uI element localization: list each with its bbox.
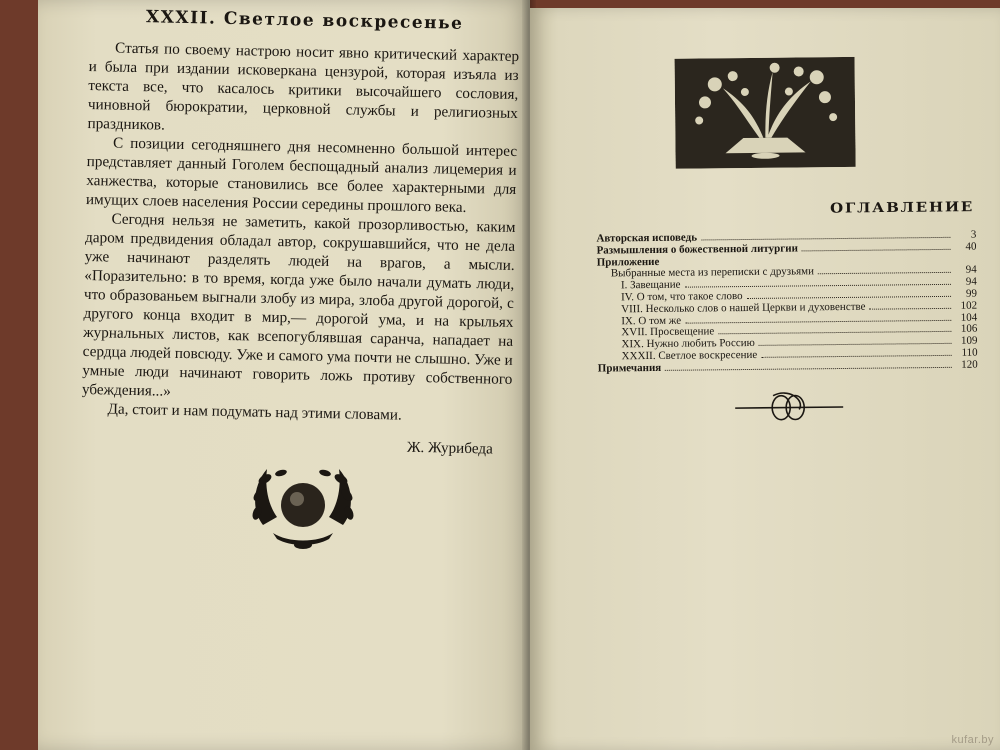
toc-entry-page: 3 xyxy=(970,228,977,241)
toc-entry-page: 94 xyxy=(965,275,977,288)
toc-entry-page: 40 xyxy=(965,240,977,253)
watermark: kufar.by xyxy=(951,734,994,746)
toc-entry-page: 94 xyxy=(965,263,977,277)
paragraph-1: Статья по своему настрою носит явно критический характер и была при издании исковеркана цензурой, которая изъяла из текста все, что касалось критики высочайшего сословия, чиновной бюрократии, церковной службы и религиозных праздников. xyxy=(87,39,520,134)
toc-entry-title: Авторская исповедь xyxy=(596,231,698,245)
wreath-icon xyxy=(243,455,363,551)
toc-entry-page: 106 xyxy=(960,322,978,336)
toc-entry-page: 102 xyxy=(960,299,978,312)
right-page xyxy=(530,8,1000,750)
toc-entry-title: Выбранные места из переписки с друзьями xyxy=(610,265,815,280)
paragraph-2: С позиции сегодняшнего дня несомненно большой интерес представляет данный Гоголем беспощадный анализ лицемерия и ханжества, которые становились все более характерными для имущих слоев населения России середины прошлого века. xyxy=(85,134,518,216)
author-signature: Ж. Журибеда xyxy=(406,438,493,458)
left-page-content xyxy=(81,6,520,459)
toc-entry-title: VIII. Несколько слов о нашей Церкви и духовенстве xyxy=(621,300,866,316)
toc-entry-page: 99 xyxy=(965,287,978,300)
toc-entry-title: I. Завещание xyxy=(620,278,681,292)
toc-entry-page: 120 xyxy=(961,358,978,371)
toc-title: ОГЛАВЛЕНИЕ xyxy=(829,198,975,217)
toc-entry-page: 109 xyxy=(960,334,978,347)
right-page-content xyxy=(554,4,978,375)
running-head: XXXII. Светлое воскресенье xyxy=(145,7,464,34)
toc-entry-title: XIX. Нужно любить Россию xyxy=(621,337,755,351)
toc-entry xyxy=(598,359,978,375)
toc-entry-title: IX. О том же xyxy=(621,314,682,327)
toc-entry-page: 110 xyxy=(961,346,978,359)
toc-entry-title: Размышления о божественной литургии xyxy=(596,242,798,257)
toc-entry-page: 104 xyxy=(960,311,978,324)
paragraph-4: Да, стоит и нам подумать над этими словами. xyxy=(107,400,402,424)
flower-vase-vignette-icon xyxy=(675,57,856,169)
flourish-ornament-icon xyxy=(733,389,845,426)
toc-entry-title: XXXII. Светлое воскресение xyxy=(621,348,758,363)
table-of-contents xyxy=(596,230,977,376)
left-page xyxy=(38,0,530,750)
toc-entry-title: XVII. Просвещение xyxy=(621,325,715,339)
paragraph-3: Сегодня нельзя не заметить, какой прозорливостью, каким даром предвидения обладал автор, сокрушавшийся, что не дела уже начинают разделять людей на врагов, а мысли. «Поразительно: в то время, когда уже было начали думать люди, что образованьем выгнали злобу из мира, злоба другой дорогой, с другого конца входит в мир,— дорогой ума, и на крыльях журнальных листов, как всепогублявшая саранча, нападает на сердца людей повсюду. Уже и самого ума почти не слышно. Уже и умные люди начинают говорить ложь противу собственного убеждения...» xyxy=(81,210,516,400)
toc-entry-title: IV. О том, что такое слово xyxy=(620,290,743,304)
toc-entry-title: Примечания xyxy=(597,361,662,375)
toc-entry-title: Приложение xyxy=(596,255,660,269)
